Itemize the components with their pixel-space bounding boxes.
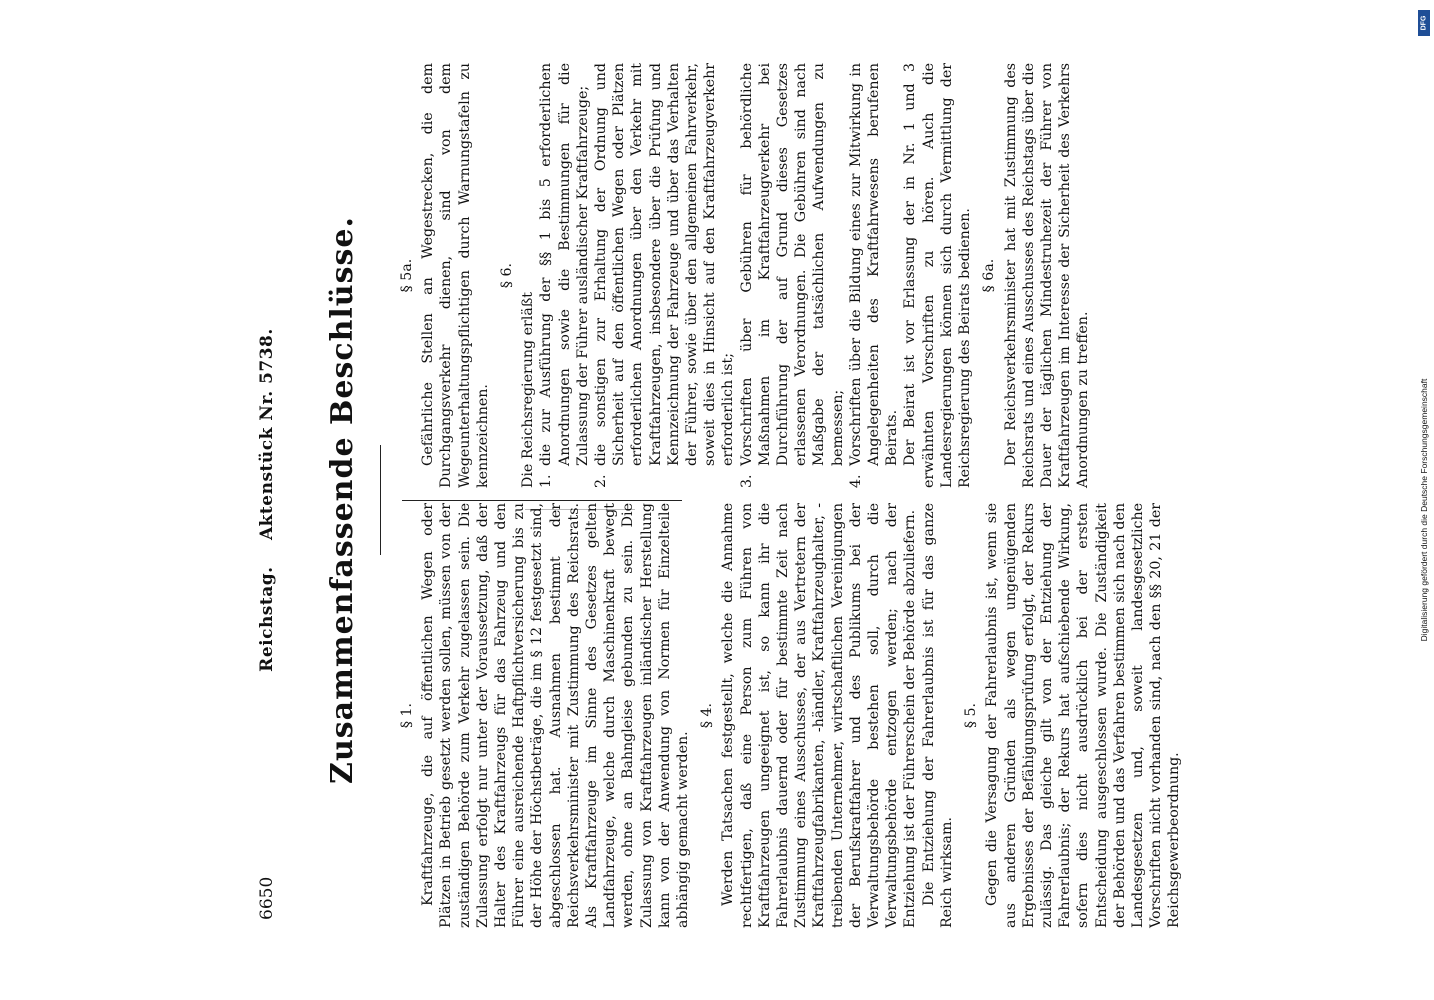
- funding-notice-text: Digitalisierung gefördert durch die Deutsche Forschungsgemeinschaft: [1419, 378, 1429, 642]
- page-number: 6650: [257, 876, 277, 920]
- section-5-paragraph: Gegen die Versagung der Fahrerlaubnis ist, wenn sie aus anderen Gründen als wegen ungenügenden Ergebnisses der Befähigungsprüfung erfolgt, der Rekurs zulässig. Das gleiche gilt von der Entziehung der Fahrerlaubnis; der Rekurs hat aufschiebende Wirkung, sofern dies nicht ausdrücklich bei der ersten Entscheidung ausgeschlossen wurde. Die Zuständigkeit der Behörden und das Verfahren bestimmen sich nach den Landesgesetzen und, soweit landesgesetzliche Vorschriften nicht vorhanden sind, nach den §§ 20, 21 der Reichsgewerbeordnung.: [984, 503, 1183, 928]
- list-item-text: Vorschriften über Gebühren für behördliche Maßnahmen im Kraftfahrzeugverkehr bei Durchführung der auf Grund dieses Gesetzes erlassenen Verordnungen. Die Gebühren sind nach Maßgabe der tatsächlichen Aufwendungen zu bemessen;: [738, 63, 846, 466]
- rotated-document-page: [207, 50, 1227, 950]
- page-title: Zusammenfassende Beschlüsse.: [325, 216, 360, 784]
- section-heading-4: § 4.: [699, 702, 716, 729]
- section-heading-6: § 6.: [499, 262, 516, 289]
- list-item-number: 1.: [538, 474, 555, 488]
- dfg-logo: [1418, 10, 1430, 36]
- right-column: [392, 63, 1093, 488]
- list-item: [738, 63, 847, 488]
- section-6-intro: Die Reichsregierung erläßt: [520, 292, 537, 488]
- funding-notice: [1418, 10, 1430, 995]
- title-rule: [380, 445, 381, 555]
- section-5a-paragraph: Gefährliche Stellen an Wegestrecken, die dem Durchgangsverkehr dienen, sind von dem Wegeunterhaltungspflichtigen durch Warnungstafeln zu kennzeichnen.: [420, 63, 491, 488]
- section-6a-paragraph: Der Reichsverkehrsminister hat mit Zustimmung des Reichsrats und eines Ausschusses des Reichstags über die Dauer der täglichen Mindestruhezeit der Führer von Kraftfahrzeugen im Interesse der Sicherheit des Verkehrs Anordnungen zu treffen.: [1002, 63, 1092, 488]
- column-divider: [402, 500, 682, 501]
- section-6-list: [537, 63, 901, 488]
- section-heading-5a: § 5a.: [399, 258, 415, 293]
- list-item-number: 4.: [847, 474, 864, 488]
- list-item: [847, 63, 902, 488]
- header-reichstag: Reichstag.: [257, 566, 277, 672]
- list-item: [537, 63, 592, 488]
- list-item-text: Vorschriften über die Bildung eines zur Mitwirkung in Angelegenheiten des Kraftfahrwesens berufenen Beirats.: [847, 63, 901, 466]
- list-item-number: 2.: [593, 474, 610, 488]
- section-6-paragraph-2: Der Beirat ist vor Erlassung der in Nr. 1 und 3 erwähnten Vorschriften zu hören. Auch die Landesregierungen können sich durch Vermittlung der Reichsregierung des Beirats bedienen.: [902, 63, 974, 488]
- section-4-paragraph-1: Werden Tatsachen festgestellt, welche die Annahme rechtfertigen, daß eine Person zum Führen von Kraftfahrzeugen ungeeignet ist, so kann ihr die Fahrerlaubnis dauernd oder für bestimmte Zeit nach Zustimmung eines Ausschusses, der aus Vertretern der Kraftfahrzeugfabrikanten, -händler, Kraftfahrzeughalter, -treibenden Unternehmer, wirtschaftlichen Vereinigungen der Berufskraftfahrer und des Publikums bei der Verwaltungsbehörde bestehen soll, durch die Verwaltungsbehörde entzogen werden; nach der Entziehung ist der Führerschein der Behörde abzuliefern.: [720, 503, 919, 928]
- section-heading-5: § 5.: [963, 702, 980, 729]
- running-header: [257, 80, 283, 920]
- header-document-number: Aktenstück Nr. 5738.: [257, 328, 277, 541]
- left-column: [392, 503, 1184, 928]
- section-heading-6a: § 6a.: [981, 258, 998, 293]
- dfg-logo-text: DFG: [1420, 15, 1428, 31]
- list-item-text: die zur Ausführung der §§ 1 bis 5 erforderlichen Anordnungen sowie die Bestimmungen für die Zulassung der Führer ausländischer Kraftfahrzeuge;: [538, 63, 591, 466]
- section-1-paragraph: Kraftfahrzeuge, die auf öffentlichen Wegen oder Plätzen in Betrieb gesetzt werden sollen, müssen von der zuständigen Behörde zum Verkehr zugelassen sein. Die Zulassung erfolgt nur unter der Voraussetzung, daß der Halter des Kraftfahrzeugs für das Fahrzeug und den Führer eine ausreichende Haftpflichtversicherung bis zu der Höhe der Höchstbeträge, die im § 12 festgesetzt sind, abgeschlossen hat. Ausnahmen bestimmt der Reichsverkehrsminister mit Zustimmung des Reichsrats. Als Kraftfahrzeuge im Sinne des Gesetzes gelten Landfahrzeuge, welche durch Maschinenkraft bewegt werden, ohne an Bahngleise gebunden zu sein. Die Zulassung von Kraftfahrzeugen inländischer Herstellung kann von der Anwendung von Normen für Einzelteile abhängig gemacht werden.: [420, 503, 692, 928]
- list-item-number: 3.: [738, 474, 755, 488]
- list-item-text: die sonstigen zur Erhaltung der Ordnung und Sicherheit auf den öffentlichen Wegen oder Plätzen erforderlichen Anordnungen über den Verkehr mit Kraftfahrzeugen, insbesondere über die Prüfung und Kennzeichnung der Fahrzeuge und über das Verhalten der Führer, sowie über den allgemeinen Fahrverkehr, soweit dies in Hinsicht auf den Kraftfahrzeugverkehr erforderlich ist;: [593, 63, 737, 466]
- header-center: [257, 80, 277, 920]
- section-4-paragraph-2: Die Entziehung der Fahrerlaubnis ist für das ganze Reich wirksam.: [920, 503, 955, 928]
- list-item: [592, 63, 738, 488]
- section-heading-1: § 1.: [399, 702, 415, 729]
